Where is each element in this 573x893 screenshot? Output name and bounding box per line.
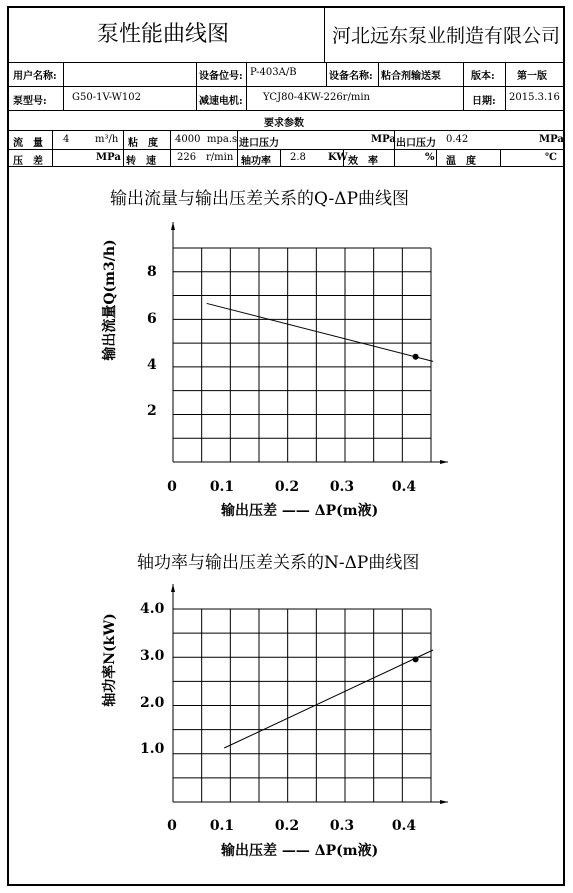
chart1-title: 输出流量与输出压差关系的Q-ΔP曲线图 (110, 189, 410, 209)
inlet-pressure-label: 进口压力 (239, 138, 279, 149)
pressure-diff-label: 压 差 (13, 156, 43, 167)
inlet-pressure-unit: MPa (371, 134, 396, 145)
requirements-heading: 要求参数 (264, 118, 304, 129)
chart2-x-axis-arrow (440, 800, 448, 804)
reducer-value: YCJ80-4KW-226r/min (263, 92, 370, 103)
flow-value: 4 (63, 134, 70, 145)
reducer-label: 减速电机: (199, 96, 243, 107)
chart2-operating-point (413, 656, 419, 662)
chart1-y-tick-label: 4 (147, 357, 157, 373)
pump-model-value: G50-1V-W102 (72, 92, 141, 103)
device-name-label: 设备名称: (329, 71, 373, 82)
chart1-x-axis-label: 输出压差 —— ΔP(m液) (221, 503, 379, 519)
viscosity-value: 4000 (175, 134, 201, 145)
chart2-series-line (224, 650, 433, 748)
temperature-unit: ℃ (545, 152, 557, 163)
shaft-power-label: 轴功率 (241, 156, 271, 167)
speed-label: 转 速 (126, 156, 156, 167)
chart1-x-tick-label: 0.1 (209, 479, 235, 495)
device-name-value: 粘合剂输送泵 (381, 71, 441, 82)
chart1-y-tick-label: 8 (147, 264, 157, 280)
chart2-x-tick-label: 0 (167, 818, 177, 834)
date-value: 2015.3.16 (509, 92, 560, 103)
efficiency-unit: % (425, 152, 435, 163)
chart1-y-tick-label: 2 (147, 403, 157, 419)
chart2-y-tick-label: 2.0 (140, 695, 165, 711)
chart1-x-tick-label: 0.3 (329, 479, 355, 495)
viscosity-label: 粘 度 (128, 138, 158, 149)
company-name: 河北远东泵业制造有限公司 (332, 25, 561, 47)
device-position-value: P-403A/B (250, 67, 297, 78)
flow-unit: m³/h (95, 134, 119, 145)
chart2-title: 轴功率与输出压差关系的N-ΔP曲线图 (137, 553, 420, 573)
chart1-x-tick-label: 0 (167, 479, 177, 495)
chart2-y-tick-label: 4.0 (140, 601, 165, 617)
shaft-power-unit: KW (328, 152, 348, 163)
version-value: 第一版 (517, 71, 547, 82)
efficiency-label: 效 率 (348, 156, 378, 167)
chart2-x-tick-label: 0.2 (274, 818, 300, 834)
outlet-pressure-value: 0.42 (446, 134, 469, 145)
pump-model-label: 泵型号: (13, 96, 47, 107)
user-name-label: 用户名称: (13, 71, 57, 82)
version-label: 版本: (471, 71, 495, 82)
chart2-x-axis-label: 输出压差 —— ΔP(m液) (221, 843, 379, 859)
document-title: 泵性能曲线图 (97, 22, 230, 47)
chart2-y-tick-label: 3.0 (140, 648, 165, 664)
viscosity-unit: mpa.s (207, 134, 238, 145)
temperature-label: 温 度 (446, 156, 476, 167)
chart1-y-axis-label: 输出流量Q(m3/h) (102, 239, 118, 361)
chart1-x-tick-label: 0.2 (274, 479, 300, 495)
date-label: 日期: (472, 96, 496, 107)
pressure-diff-unit: MPa (96, 152, 121, 163)
speed-value: 226 (177, 152, 197, 163)
outlet-pressure-label: 出口压力 (396, 138, 436, 149)
shaft-power-value: 2.8 (290, 152, 306, 163)
chart2-y-axis-label: 轴功率N(kW) (102, 613, 118, 707)
flow-label: 流 量 (13, 138, 43, 149)
chart1-x-tick-label: 0.4 (391, 479, 417, 495)
chart2-x-tick-label: 0.4 (391, 818, 417, 834)
chart2-y-axis-arrow (171, 584, 175, 592)
device-position-label: 设备位号: (199, 71, 243, 82)
chart2-x-tick-label: 0.3 (329, 818, 355, 834)
outlet-pressure-unit: MPa (539, 134, 564, 145)
chart2-x-tick-label: 0.1 (209, 818, 235, 834)
chart2-y-tick-label: 1.0 (140, 741, 165, 757)
speed-unit: r/min (206, 152, 234, 163)
chart1-y-tick-label: 6 (147, 311, 157, 327)
